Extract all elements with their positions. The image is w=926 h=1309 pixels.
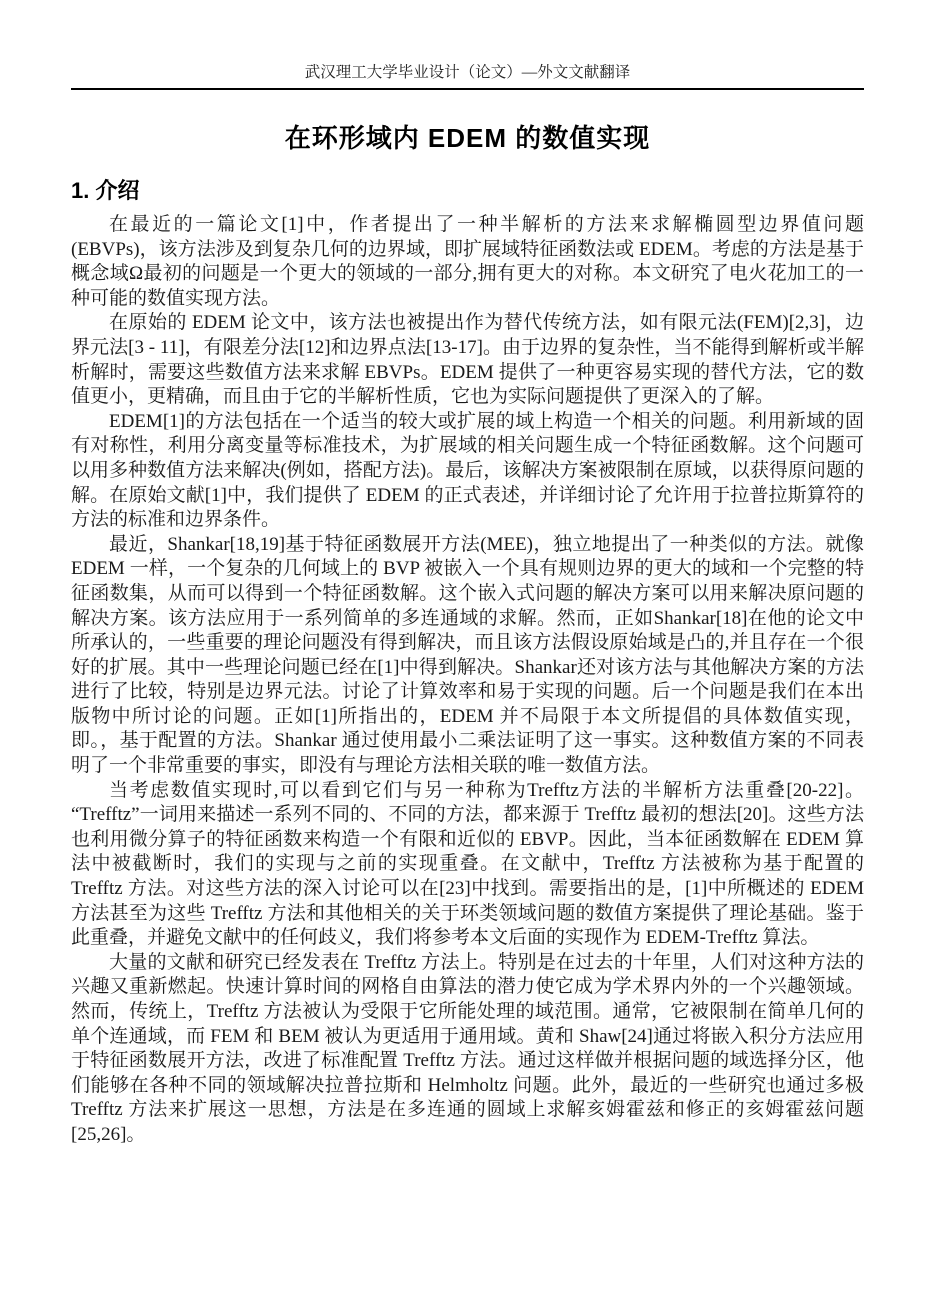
paragraph: 大量的文献和研究已经发表在 Trefftz 方法上。特别是在过去的十年里，人们对这种方法的兴趣又重新燃起。快速计算时间的网格自由算法的潜力使它成为学术界内外的一个兴趣领域。然而，传统上，Trefftz 方法被认为受限于它所能处理的域范围。通常，它被限制在简单几何的单个连通域，而 FEM 和 BEM 被认为更适用于通用域。黄和 Shaw[24]通过将嵌入积分方法应用于特征函数展开方法，改进了标准配置 Trefftz 方法。通过这样做并根据问题的域选择分区，他们能够在各种不同的领域解决拉普拉斯和 Helmholtz 问题。此外，最近的一些研究也通过多极 Trefftz 方法来扩展这一思想，方法是在多连通的圆域上求解亥姆霍兹和修正的亥姆霍兹问题[25,26]。	[71, 951, 864, 1145]
paragraph: 在最近的一篇论文[1]中，作者提出了一种半解析的方法来求解椭圆型边界值问题(EBVPs)，该方法涉及到复杂几何的边界域，即扩展域特征函数法或 EDEM。考虑的方法是基于概念域Ω最初的问题是一个更大的领域的一部分,拥有更大的对称。本文研究了电火花加工的一种可能的数值实现方法。	[71, 214, 864, 309]
paragraph: 最近，Shankar[18,19]基于特征函数展开方法(MEE)，独立地提出了一种类似的方法。就像 EDEM 一样，一个复杂的几何域上的 BVP 被嵌入一个具有规则边界的更大的域和一个完整的特征函数集，从而可以得到一个特征函数解。这个嵌入式问题的解决方案可以用来解决原问题的解决方案。该方法应用于一系列简单的多连通域的求解。然而，正如Shankar[18]在他的论文中所承认的，一些重要的理论问题没有得到解决，而且该方法假设原始域是凸的,并且存在一个很好的扩展。其中一些理论问题已经在[1]中得到解决。Shankar还对该方法与其他解决方案的方法进行了比较，特别是边界元法。讨论了计算效率和易于实现的问题。后一个问题是我们在本出版物中所讨论的问题。正如[1]所指出的，EDEM 并不局限于本文所提倡的具体数值实现，即。，基于配置的方法。Shankar 通过使用最小二乘法证明了这一事实。这种数值方案的不同表明了一个非常重要的事实，即没有与理论方法相关联的唯一数值方法。	[71, 533, 864, 777]
paragraph: 当考虑数值实现时,可以看到它们与另一种称为Trefftz方法的半解析方法重叠[20-22]。“Trefftz”一词用来描述一系列不同的、不同的方法，都来源于 Trefftz 最初的想法[20]。这些方法也利用微分算子的特征函数来构造一个有限和近似的 EBVP。因此，当本征函数解在 EDEM 算法中被截断时，我们的实现与之前的实现重叠。在文献中，Trefftz 方法被称为基于配置的 Trefftz 方法。对这些方法的深入讨论可以在[23]中找到。需要指出的是，[1]中所概述的 EDEM 方法甚至为这些 Trefftz 方法和其他相关的关于环类领域问题的数值方案提供了理论基础。鉴于此重叠，并避免文献中的任何歧义，我们将参考本文后面的实现作为 EDEM-Trefftz 算法。	[71, 779, 864, 949]
introduction-body	[71, 213, 864, 1148]
document-title: 在环形域内 EDEM 的数值实现	[284, 123, 651, 153]
running-header: 武汉理工大学毕业设计（论文）—外文文献翻译	[71, 62, 864, 90]
paragraph: EDEM[1]的方法包括在一个适当的较大或扩展的域上构造一个相关的问题。利用新域的固有对称性，利用分离变量等标准技术，为扩展域的相关问题生成一个特征函数解。这个问题可以用多种数值方法来解决(例如，搭配方法)。最后，该解决方案被限制在原域，以获得原问题的解。在原始文献[1]中，我们提供了 EDEM 的正式表述，并详细讨论了允许用于拉普拉斯算符的方法的标准和边界条件。	[71, 410, 864, 531]
paragraph: 在原始的 EDEM 论文中，该方法也被提出作为替代传统方法，如有限元法(FEM)[2,3]，边界元法[3 - 11]，有限差分法[12]和边界点法[13-17]。由于边界的复杂性，当不能得到解析或半解析解时，需要这些数值方法来求解 EBVPs。EDEM 提供了一种更容易实现的替代方法，它的数值更小，更精确，而且由于它的半解析性质，它也为实际问题提供了更深入的了解。	[71, 312, 864, 408]
section-heading-introduction: 1. 介绍	[71, 178, 140, 203]
page-content	[0, 62, 926, 1148]
